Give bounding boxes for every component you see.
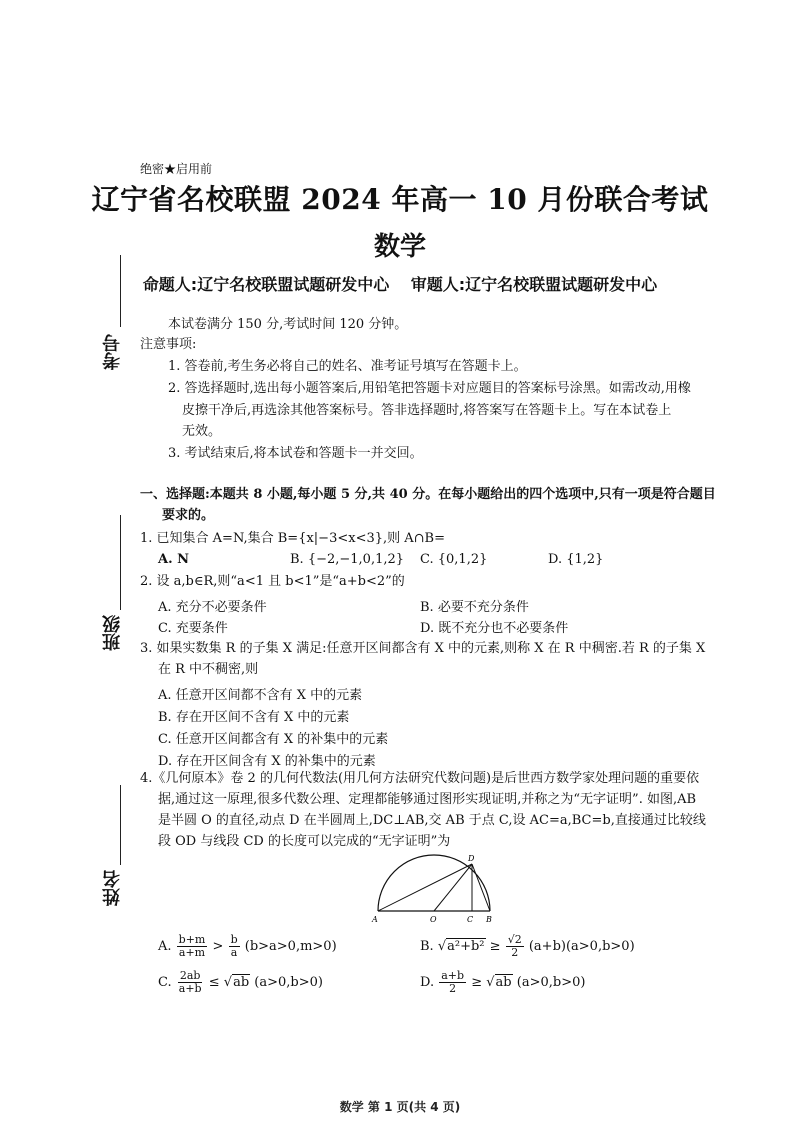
- q4-stem-line-2: 据,通过这一原理,很多代数公理、定理都能够通过图形实现证明,并称之为“无字证明”. 如图,AB: [158, 792, 697, 807]
- label-b: B: [486, 915, 492, 924]
- q1-option-d: D. {1,2}: [548, 552, 604, 567]
- binding-line-mid: [120, 515, 121, 610]
- q4-option-a: A. $\frac{b+m}{a+m}$ > $\frac{b}{a}$ (b>a>0,m>0): [158, 933, 337, 959]
- page-footer: 数学 第 1 页(共 4 页): [339, 1100, 461, 1114]
- q4-c-sqrt: √ab: [223, 975, 250, 990]
- q4-option-d: D. $\frac{a+b}{2}$ ≥ √ab (a>0,b>0): [420, 969, 586, 995]
- q4-b-sqrt: √a²+b²: [437, 939, 485, 954]
- q4-b-fraction: $\frac{√2}{2}$: [507, 933, 522, 959]
- q1-stem: 1. 已知集合 A=N,集合 B={x|−3<x<3},则 A∩B=: [140, 531, 445, 546]
- secret-mark: 绝密★启用前: [140, 162, 213, 176]
- notice-item-2-line-2: 皮擦干净后,再选涂其他答案标号。答非选择题时,将答案写在答题卡上。写在本试卷上: [182, 403, 672, 418]
- q3-stem-line-1: 3. 如果实数集 R 的子集 X 满足:任意开区间都含有 X 中的元素,则称 X 在 R 中稠密.若 R 的子集 X: [140, 641, 706, 656]
- segment-od: [434, 864, 472, 911]
- section-1-heading-line-1: 一、选择题:本题共 8 小题,每小题 5 分,共 40 分。在每小题给出的四个选项中,只有一项是符合题目: [140, 487, 716, 502]
- q3-option-b: B. 存在开区间不含有 X 中的元素: [158, 710, 350, 725]
- q2-stem: 2. 设 a,b∈R,则“a<1 且 b<1”是“a+b<2”的: [140, 574, 405, 589]
- q4-d-sqrt: √ab: [486, 975, 512, 990]
- q2-option-a: A. 充分不必要条件: [158, 600, 267, 615]
- q3-stem-line-2: 在 R 中不稠密,则: [158, 662, 259, 677]
- q4-a-fraction-1: $\frac{b+m}{a+m}$: [178, 933, 206, 959]
- q3-option-d: D. 存在开区间含有 X 的补集中的元素: [158, 754, 376, 769]
- label-c: C: [467, 915, 474, 924]
- segment-db: [472, 864, 490, 911]
- exam-title: 辽宁省名校联盟 2024 年高一 10 月份联合考试: [91, 183, 709, 216]
- q4-d-fraction: $\frac{a+b}{2}$: [441, 969, 465, 995]
- q4-option-b: B. √a²+b² ≥ $\frac{√2}{2}$ (a+b)(a>0,b>0): [420, 933, 635, 959]
- label-d: D: [468, 854, 475, 863]
- q4-option-c: C. $\frac{2ab}{a+b}$ ≤ √ab (a>0,b>0): [158, 969, 323, 995]
- exam-no-label: 考号: [102, 334, 123, 370]
- q4-stem-line-4: 段 OD 与线段 CD 的长度可以完成的“无字证明”为: [158, 834, 451, 849]
- q3-option-c: C. 任意开区间都含有 X 的补集中的元素: [158, 732, 389, 747]
- q4-c-fraction: $\frac{2ab}{a+b}$: [178, 969, 202, 995]
- setters-line: [0, 272, 800, 295]
- q2-option-c: C. 充要条件: [158, 621, 228, 636]
- q2-option-b: B. 必要不充分条件: [420, 600, 529, 615]
- q4-stem-line-3: 是半圆 O 的直径,动点 D 在半圆周上,DC⊥AB,交 AB 于点 C,设 AC=a,BC=b,直接通过比较线: [158, 813, 706, 828]
- label-a: A: [372, 915, 378, 924]
- section-1-heading-line-2: 要求的。: [162, 508, 215, 523]
- notice-item-2-line-1: 2. 答选择题时,选出每小题答案后,用铅笔把答题卡对应题目的答案标号涂黑。如需改动,用橡: [168, 381, 691, 396]
- segment-ad: [378, 864, 472, 911]
- subject-title: 数学: [373, 232, 426, 262]
- notice-item-3: 3. 考试结束后,将本试卷和答题卡一并交回。: [168, 446, 423, 461]
- label-o: O: [430, 915, 437, 924]
- q4-a-fraction-2: $\frac{b}{a}$: [230, 933, 238, 959]
- q2-option-d: D. 既不充分也不必要条件: [420, 621, 569, 636]
- class-label: 班级: [102, 615, 123, 651]
- notice-item-2-line-3: 无效。: [182, 424, 222, 439]
- name-label: 姓名: [102, 870, 123, 906]
- notice-heading: 注意事项:: [140, 337, 197, 352]
- binding-line-low: [120, 785, 121, 865]
- q1-option-b: B. {−2,−1,0,1,2}: [290, 552, 405, 567]
- q1-option-a: A. N: [158, 552, 190, 567]
- notice-intro: 本试卷满分 150 分,考试时间 120 分钟。: [168, 317, 408, 332]
- q4-stem-line-1: 4.《几何原本》卷 2 的几何代数法(用几何方法研究代数问题)是后世西方数学家处理问题的重要依: [140, 771, 700, 786]
- q1-option-c: C. {0,1,2}: [420, 552, 488, 567]
- reviewer: 审题人:辽宁名校联盟试题研发中心: [410, 275, 658, 294]
- notice-item-1: 1. 答卷前,考生务必将自己的姓名、准考证号填写在答题卡上。: [168, 359, 527, 374]
- q3-option-a: A. 任意开区间都不含有 X 中的元素: [158, 688, 363, 703]
- semicircle-figure: [360, 845, 510, 925]
- setter: 命题人:辽宁名校联盟试题研发中心: [142, 275, 390, 294]
